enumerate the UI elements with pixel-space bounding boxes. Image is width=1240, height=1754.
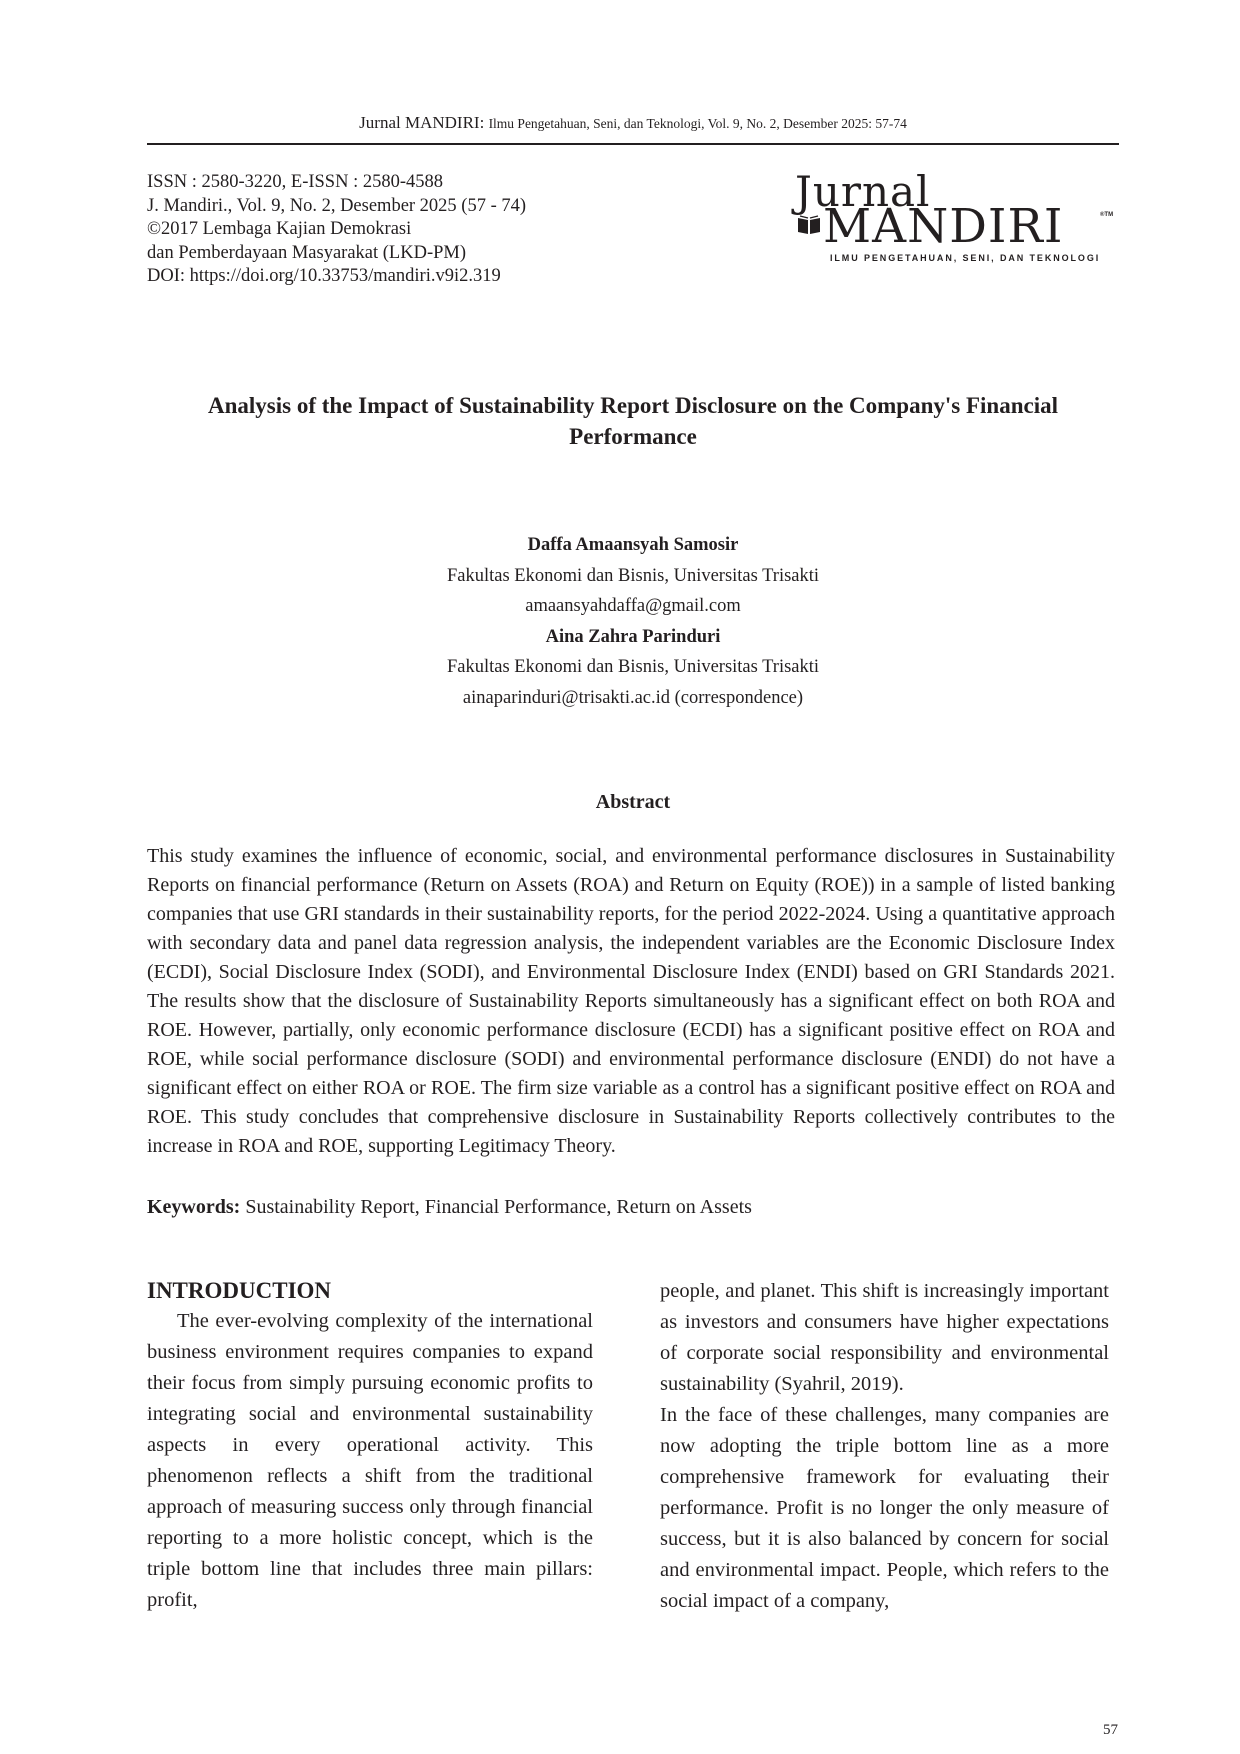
- author-email: ainaparinduri@trisakti.ac.id (correspondence): [462, 687, 804, 708]
- introduction-paragraph: The ever-evolving complexity of the international business environment requires companies to expand their focus from simply pursuing economic profits to integrating social and environmental sustainability aspects in every operational activity. This phenomenon reflects a shift from the traditional approach of measuring success only through financial reporting to a more holistic concept, which is the triple bottom line that includes three main pillars: profit,: [147, 1310, 593, 1611]
- abstract-heading: Abstract: [595, 791, 671, 813]
- header-rule: [147, 143, 1119, 145]
- logo-word-jurnal: Jurnal: [795, 167, 931, 216]
- issn-line: ISSN : 2580-3220, E-ISSN : 2580-4588: [147, 172, 444, 192]
- logo-trademark: ®TM: [1100, 212, 1114, 218]
- copyright-line-1: ©2017 Lembaga Kajian Demokrasi: [147, 219, 412, 239]
- citation-line: J. Mandiri., Vol. 9, No. 2, Desember 2025 (57 - 74): [147, 195, 527, 216]
- doi-line: DOI: https://doi.org/10.33753/mandiri.v9i2.319: [147, 266, 501, 286]
- section-heading-introduction: INTRODUCTION: [147, 1278, 332, 1303]
- keywords: [147, 1194, 1115, 1220]
- author-name: Aina Zahra Parinduri: [545, 626, 721, 647]
- running-header: [147, 113, 1119, 134]
- publication-meta: [147, 171, 526, 289]
- keywords-label: Keywords:: [147, 1196, 241, 1218]
- column-left: [147, 1276, 593, 1616]
- keywords-text: Sustainability Report, Financial Performance, Return on Assets: [245, 1196, 752, 1218]
- paper-title: Analysis of the Impact of Sustainability Report Disclosure on the Company's Financial Performance: [207, 393, 1058, 449]
- book-icon: [796, 214, 822, 236]
- introduction-paragraph: people, and planet. This shift is increasingly important as investors and consumers have higher expectations of corporate social responsibility and environmental sustainability (Syahril, 2019).: [660, 1280, 1109, 1395]
- author-affiliation: Fakultas Ekonomi dan Bisnis, Universitas Trisakti: [446, 565, 820, 586]
- author-name: Daffa Amaansyah Samosir: [527, 535, 739, 555]
- running-header-journal: Jurnal MANDIRI:: [359, 113, 485, 132]
- author-block: [147, 530, 1119, 713]
- column-right: [660, 1276, 1109, 1617]
- copyright-line-2: dan Pemberdayaan Masyarakat (LKD-PM): [147, 242, 467, 263]
- introduction-paragraph: In the face of these challenges, many companies are now adopting the triple bottom line as a more comprehensive framework for evaluating their performance. Profit is no longer the only measure of success, but it is also balanced by concern for social and environmental impact. People, which refers to the social impact of a company,: [660, 1404, 1109, 1612]
- logo-word-mandiri: MANDIRI: [823, 199, 1064, 254]
- journal-logo: [795, 167, 1125, 265]
- author-email: amaansyahdaffa@gmail.com: [525, 596, 741, 616]
- logo-tagline: ILMU PENGETAHUAN, SENI, DAN TEKNOLOGI: [830, 253, 1101, 263]
- running-header-details: Ilmu Pengetahuan, Seni, dan Teknologi, Vol. 9, No. 2, Desember 2025: 57-74: [488, 116, 907, 131]
- page-number: 57: [1103, 1722, 1118, 1738]
- abstract-body: This study examines the influence of economic, social, and environmental performance disclosures in Sustainability Reports on financial performance (Return on Assets (ROA) and Return on Equity (ROE)) in a sample of listed banking companies that use GRI standards in their sustainability reports, for the period 2022-2024. Using a quantitative approach with secondary data and panel data regression analysis, the independent variables are the Economic Disclosure Index (ECDI), Social Disclosure Index (SODI), and Environmental Disclosure Index (ENDI) based on GRI Standards 2021. The results show that the disclosure of Sustainability Reports simultaneously has a significant effect on both ROA and ROE. However, partially, only economic performance disclosure (ECDI) has a significant positive effect on ROA and ROE, while social performance disclosure (SODI) and environmental performance disclosure (ENDI) do not have a significant effect on either ROA or ROE. The firm size variable as a control has a significant positive effect on ROA and ROE. This study concludes that comprehensive disclosure in Sustainability Reports collectively contributes to the increase in ROA and ROE, supporting Legitimacy Theory.: [147, 845, 1115, 1157]
- author-affiliation: Fakultas Ekonomi dan Bisnis, Universitas Trisakti: [446, 657, 820, 677]
